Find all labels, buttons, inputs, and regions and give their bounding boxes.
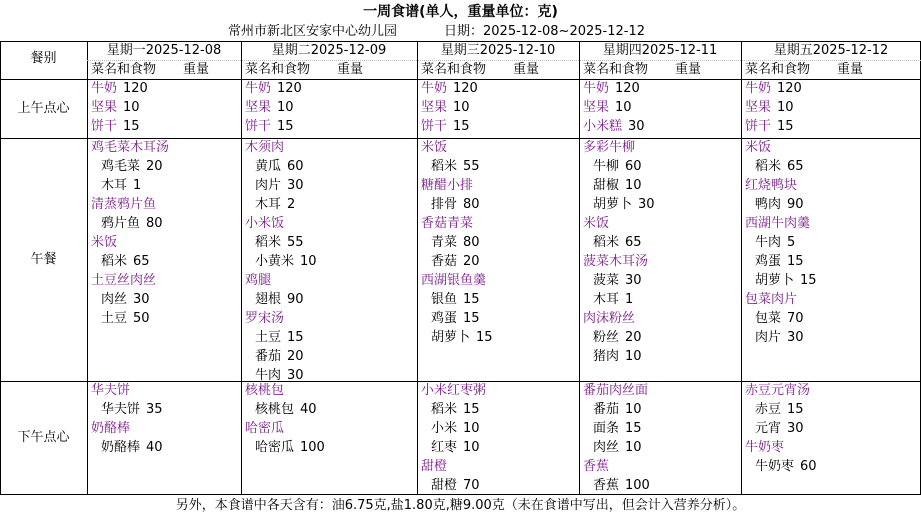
dish-name: 糖醋小排: [421, 178, 474, 193]
ingredient-row: [421, 419, 480, 438]
dish-name: 小米饭: [245, 216, 285, 231]
ingredient-weight: 20: [463, 254, 480, 269]
sub-header-weight: 重量: [513, 62, 540, 77]
food-weight: 15: [123, 119, 140, 134]
ingredient-name: 胡萝卜: [431, 330, 471, 345]
meal-header: 餐别: [30, 51, 57, 66]
ingredient-name: 鸦片鱼: [101, 216, 141, 231]
ingredient-weight: 10: [625, 402, 642, 417]
ingredient-row: [745, 252, 804, 271]
ingredient-weight: 30: [787, 330, 804, 345]
ingredient-weight: 2: [287, 197, 296, 212]
ingredient-name: 土豆: [255, 330, 282, 345]
ingredient-name: 肉丝: [593, 440, 620, 455]
food-name: 坚果: [745, 100, 772, 115]
food-name: 坚果: [91, 100, 118, 115]
ingredient-row: [745, 419, 804, 438]
ingredient-weight: 20: [287, 349, 304, 364]
ingredient-row: [745, 328, 804, 347]
ingredient-weight: 20: [146, 159, 163, 174]
dish-name: 米饭: [91, 235, 118, 250]
sub-header-name: 菜名和食物: [245, 62, 311, 77]
ingredient-row: [583, 157, 642, 176]
day-header: 星期二2025-12-09: [271, 43, 387, 58]
ingredient-row: [583, 400, 642, 419]
ingredient-row: [421, 476, 480, 495]
ingredient-name: 牛肉: [755, 235, 782, 250]
ingredient-row: [745, 309, 804, 328]
ingredient-row: [245, 400, 317, 419]
breakfast-item: [421, 98, 470, 117]
ingredient-name: 翅根: [255, 292, 282, 307]
food-weight: 10: [777, 100, 794, 115]
ingredient-row: [745, 457, 817, 476]
sub-header-weight: 重量: [675, 62, 702, 77]
ingredient-name: 胡萝卜: [755, 273, 795, 288]
food-weight: 120: [615, 81, 640, 96]
ingredient-name: 稻米: [431, 159, 458, 174]
ingredient-row: [421, 290, 480, 309]
ingredient-row: [245, 157, 304, 176]
food-weight: 15: [777, 119, 794, 134]
food-weight: 10: [277, 100, 294, 115]
ingredient-weight: 35: [146, 402, 163, 417]
ingredient-name: 稻米: [593, 235, 620, 250]
ingredient-name: 面条: [593, 421, 620, 436]
ingredient-weight: 15: [787, 254, 804, 269]
ingredient-row: [745, 400, 804, 419]
ingredient-row: [91, 157, 163, 176]
dish-name: 华夫饼: [91, 383, 131, 398]
ingredient-row: [583, 476, 650, 495]
ingredient-weight: 15: [625, 421, 642, 436]
ingredient-name: 甜橙: [431, 478, 458, 493]
ingredient-row: [245, 252, 317, 271]
ingredient-weight: 10: [463, 440, 480, 455]
ingredient-weight: 60: [800, 459, 817, 474]
food-name: 牛奶: [91, 81, 118, 96]
ingredient-weight: 5: [787, 235, 796, 250]
food-name: 饼干: [421, 119, 448, 134]
ingredient-weight: 60: [625, 159, 642, 174]
ingredient-name: 肉丝: [101, 292, 128, 307]
food-name: 牛奶: [583, 81, 610, 96]
dish-name: 牛奶枣: [745, 440, 785, 455]
food-weight: 10: [453, 100, 470, 115]
ingredient-weight: 30: [638, 197, 655, 212]
ingredient-weight: 80: [463, 235, 480, 250]
ingredient-weight: 10: [625, 349, 642, 364]
ingredient-row: [421, 233, 480, 252]
column-divider: [579, 41, 580, 495]
breakfast-item: [91, 117, 140, 136]
ingredient-name: 稻米: [255, 235, 282, 250]
ingredient-row: [245, 290, 304, 309]
dish-name: 清蒸鸦片鱼: [91, 197, 157, 212]
ingredient-weight: 55: [287, 235, 304, 250]
page-title: 一周食谱(单人，重量单位：克): [363, 4, 558, 20]
food-name: 牛奶: [421, 81, 448, 96]
ingredient-name: 肉片: [255, 178, 282, 193]
ingredient-row: [245, 195, 295, 214]
dish-name: 香菇青菜: [421, 216, 474, 231]
sub-header-name: 菜名和食物: [421, 62, 487, 77]
ingredient-name: 哈密瓜: [255, 440, 295, 455]
day-header: 星期五2025-12-12: [773, 43, 889, 58]
dish-name: 核桃包: [245, 383, 285, 398]
ingredient-weight: 80: [463, 197, 480, 212]
sub-header-name: 菜名和食物: [583, 62, 649, 77]
breakfast-item: [245, 98, 294, 117]
ingredient-weight: 30: [787, 421, 804, 436]
ingredient-row: [745, 157, 804, 176]
breakfast-item: [583, 98, 632, 117]
ingredient-row: [583, 271, 642, 290]
ingredient-row: [245, 233, 304, 252]
ingredient-weight: 100: [300, 440, 325, 455]
ingredient-name: 稻米: [755, 159, 782, 174]
column-divider: [87, 41, 88, 495]
ingredient-weight: 80: [146, 216, 163, 231]
dish-name: 西湖牛肉羹: [745, 216, 811, 231]
ingredient-name: 赤豆: [755, 402, 782, 417]
dish-name: 米饭: [583, 216, 610, 231]
food-name: 饼干: [245, 119, 272, 134]
ingredient-name: 鸡毛菜: [101, 159, 141, 174]
ingredient-row: [91, 214, 163, 233]
ingredient-weight: 70: [463, 478, 480, 493]
ingredient-weight: 65: [133, 254, 150, 269]
breakfast-item: [745, 79, 802, 98]
ingredient-weight: 65: [625, 235, 642, 250]
food-name: 坚果: [245, 100, 272, 115]
ingredient-name: 牛柳: [593, 159, 620, 174]
ingredient-row: [421, 309, 480, 328]
ingredient-name: 稻米: [101, 254, 128, 269]
ingredient-name: 猪肉: [593, 349, 620, 364]
dish-name: 红烧鸭块: [745, 178, 798, 193]
ingredient-row: [583, 347, 642, 366]
ingredient-weight: 70: [787, 311, 804, 326]
food-name: 坚果: [421, 100, 448, 115]
breakfast-item: [91, 98, 140, 117]
dish-name: 鸡腿: [245, 273, 272, 288]
ingredient-row: [745, 233, 795, 252]
dish-name: 米饭: [421, 140, 448, 155]
dish-name: 木须肉: [245, 140, 285, 155]
ingredient-name: 肉片: [755, 330, 782, 345]
sub-header-name: 菜名和食物: [91, 62, 157, 77]
food-name: 小米糕: [583, 119, 623, 134]
ingredient-weight: 10: [625, 440, 642, 455]
dish-name: 土豆丝肉丝: [91, 273, 157, 288]
ingredient-name: 牛肉: [255, 368, 282, 383]
ingredient-weight: 10: [463, 421, 480, 436]
food-weight: 15: [453, 119, 470, 134]
ingredient-row: [245, 328, 304, 347]
ingredient-weight: 100: [625, 478, 650, 493]
ingredient-row: [91, 400, 163, 419]
ingredient-name: 青菜: [431, 235, 458, 250]
sub-header-weight: 重量: [183, 62, 210, 77]
ingredient-name: 牛奶枣: [755, 459, 795, 474]
breakfast-item: [745, 117, 794, 136]
dish-name: 甜橙: [421, 459, 448, 474]
ingredient-name: 土豆: [101, 311, 128, 326]
meal-label-lunch: 午餐: [30, 251, 57, 267]
dish-name: 小米红枣粥: [421, 383, 487, 398]
ingredient-name: 小米: [431, 421, 458, 436]
ingredient-weight: 40: [146, 440, 163, 455]
dish-name: 赤豆元宵汤: [745, 383, 811, 398]
food-name: 饼干: [745, 119, 772, 134]
ingredient-weight: 15: [476, 330, 493, 345]
ingredient-weight: 15: [800, 273, 817, 288]
ingredient-weight: 65: [787, 159, 804, 174]
day-header: 星期一2025-12-08: [106, 43, 222, 58]
day-header: 星期四2025-12-11: [602, 43, 718, 58]
ingredient-row: [91, 438, 163, 457]
ingredient-weight: 30: [625, 273, 642, 288]
ingredient-row: [421, 400, 480, 419]
ingredient-row: [91, 252, 150, 271]
ingredient-name: 番茄: [593, 402, 620, 417]
ingredient-weight: 50: [133, 311, 150, 326]
ingredient-name: 番茄: [255, 349, 282, 364]
sub-header-weight: 重量: [837, 62, 864, 77]
ingredient-row: [583, 438, 642, 457]
ingredient-name: 鸭肉: [755, 197, 782, 212]
ingredient-row: [91, 290, 150, 309]
sub-header: [745, 60, 919, 79]
breakfast-item: [745, 98, 794, 117]
food-weight: 10: [123, 100, 140, 115]
breakfast-item: [245, 79, 302, 98]
ingredient-row: [91, 176, 141, 195]
breakfast-item: [245, 117, 294, 136]
breakfast-item: [583, 79, 640, 98]
ingredient-row: [421, 438, 480, 457]
ingredient-weight: 30: [287, 178, 304, 193]
ingredient-name: 包菜: [755, 311, 782, 326]
ingredient-weight: 15: [463, 292, 480, 307]
ingredient-name: 香菇: [431, 254, 458, 269]
sub-header: [91, 60, 239, 79]
sub-header: [583, 60, 739, 79]
meal-label-snack: 下午点心: [17, 430, 70, 445]
food-name: 坚果: [583, 100, 610, 115]
ingredient-name: 核桃包: [255, 402, 295, 417]
dish-name: 肉沫粉丝: [583, 311, 636, 326]
ingredient-row: [583, 176, 642, 195]
food-weight: 30: [628, 119, 645, 134]
ingredient-row: [245, 176, 304, 195]
ingredient-weight: 55: [463, 159, 480, 174]
ingredient-name: 粉丝: [593, 330, 620, 345]
ingredient-row: [583, 290, 633, 309]
ingredient-name: 胡萝卜: [593, 197, 633, 212]
ingredient-name: 元宵: [755, 421, 782, 436]
ingredient-weight: 1: [133, 178, 142, 193]
ingredient-name: 木耳: [255, 197, 282, 212]
ingredient-name: 鸡蛋: [431, 311, 458, 326]
ingredient-row: [583, 328, 642, 347]
ingredient-name: 银鱼: [431, 292, 458, 307]
school-name: 常州市新北区安家中心幼儿园: [228, 24, 398, 39]
ingredient-name: 木耳: [101, 178, 128, 193]
breakfast-item: [421, 79, 478, 98]
ingredient-name: 华夫饼: [101, 402, 141, 417]
ingredient-weight: 30: [133, 292, 150, 307]
dish-name: 菠菜木耳汤: [583, 254, 649, 269]
breakfast-item: [583, 117, 645, 136]
ingredient-name: 稻米: [431, 402, 458, 417]
column-divider: [741, 41, 742, 495]
ingredient-weight: 10: [625, 178, 642, 193]
ingredient-row: [421, 157, 480, 176]
ingredient-weight: 15: [787, 402, 804, 417]
ingredient-name: 红枣: [431, 440, 458, 455]
ingredient-row: [583, 195, 655, 214]
dish-name: 香蕉: [583, 459, 610, 474]
ingredient-name: 奶酪棒: [101, 440, 141, 455]
ingredient-weight: 15: [463, 311, 480, 326]
dish-name: 鸡毛菜木耳汤: [91, 140, 170, 155]
ingredient-row: [583, 419, 642, 438]
ingredient-name: 甜椒: [593, 178, 620, 193]
column-divider: [241, 41, 242, 495]
footer-note: 另外，本食谱中各天含有：油6.75克,盐1.80克,糖9.00克（未在食谱中写出，但会计入营养分析）。: [175, 498, 746, 513]
sub-header: [421, 60, 577, 79]
dish-name: 哈密瓜: [245, 421, 285, 436]
sub-header-weight: 重量: [337, 62, 364, 77]
ingredient-row: [745, 271, 817, 290]
food-name: 饼干: [91, 119, 118, 134]
ingredient-row: [421, 252, 480, 271]
ingredient-weight: 40: [300, 402, 317, 417]
dish-name: 米饭: [745, 140, 772, 155]
ingredient-weight: 15: [463, 402, 480, 417]
date-range: 日期：2025-12-08~2025-12-12: [444, 24, 645, 39]
ingredient-row: [745, 195, 804, 214]
column-divider: [417, 41, 418, 495]
ingredient-weight: 30: [287, 368, 304, 383]
menu-table: [0, 41, 921, 495]
food-weight: 120: [453, 81, 478, 96]
ingredient-weight: 1: [625, 292, 634, 307]
food-weight: 120: [777, 81, 802, 96]
breakfast-item: [421, 117, 470, 136]
meal-label-breakfast: 上午点心: [17, 100, 70, 116]
sub-header: [245, 60, 415, 79]
ingredient-weight: 20: [625, 330, 642, 345]
ingredient-name: 黄瓜: [255, 159, 282, 174]
ingredient-name: 木耳: [593, 292, 620, 307]
dish-name: 包菜肉片: [745, 292, 798, 307]
food-weight: 10: [615, 100, 632, 115]
ingredient-row: [583, 233, 642, 252]
food-weight: 120: [123, 81, 148, 96]
ingredient-weight: 90: [287, 292, 304, 307]
ingredient-row: [421, 328, 493, 347]
food-weight: 15: [277, 119, 294, 134]
dish-name: 罗宋汤: [245, 311, 285, 326]
ingredient-row: [245, 438, 325, 457]
food-name: 牛奶: [745, 81, 772, 96]
breakfast-item: [91, 79, 148, 98]
dish-name: 番茄肉丝面: [583, 383, 649, 398]
sub-header-name: 菜名和食物: [745, 62, 811, 77]
ingredient-row: [421, 195, 480, 214]
ingredient-weight: 15: [287, 330, 304, 345]
subtitle-row: [0, 23, 921, 41]
ingredient-name: 排骨: [431, 197, 458, 212]
ingredient-row: [245, 347, 304, 366]
food-weight: 120: [277, 81, 302, 96]
ingredient-name: 小黄米: [255, 254, 295, 269]
ingredient-name: 香蕉: [593, 478, 620, 493]
dish-name: 西湖银鱼羹: [421, 273, 487, 288]
ingredient-weight: 90: [787, 197, 804, 212]
ingredient-weight: 60: [287, 159, 304, 174]
dish-name: 多彩牛柳: [583, 140, 636, 155]
ingredient-name: 菠菜: [593, 273, 620, 288]
dish-name: 奶酪棒: [91, 421, 131, 436]
food-name: 牛奶: [245, 81, 272, 96]
day-header: 星期三2025-12-10: [440, 43, 556, 58]
ingredient-row: [91, 309, 150, 328]
ingredient-name: 鸡蛋: [755, 254, 782, 269]
ingredient-weight: 10: [300, 254, 317, 269]
